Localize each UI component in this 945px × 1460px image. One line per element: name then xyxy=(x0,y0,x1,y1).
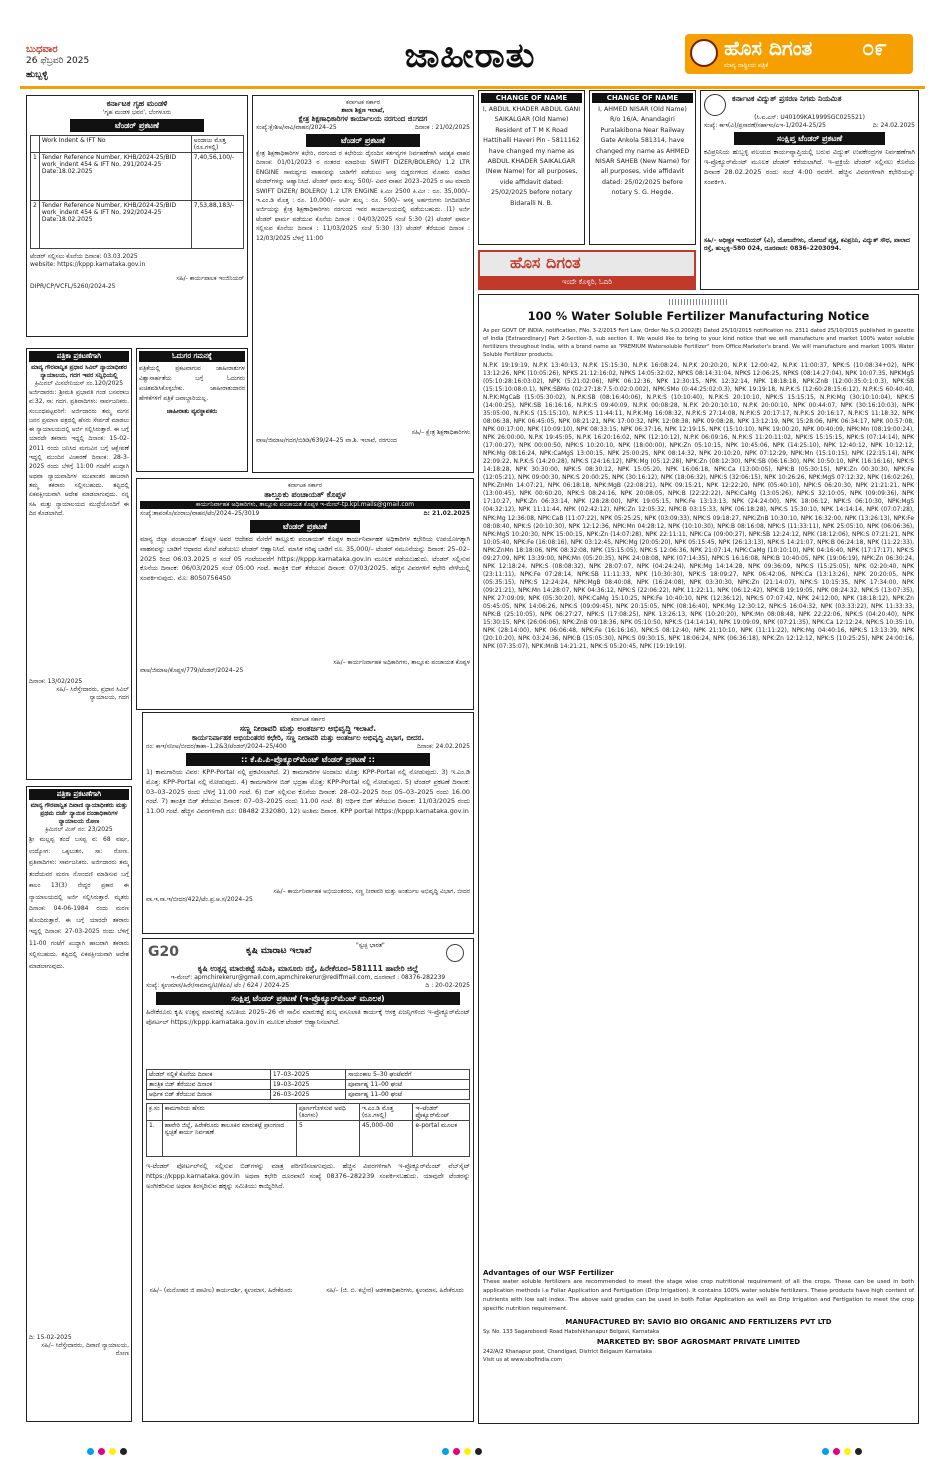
table-cell: e-portal ಮೂಲಕ xyxy=(413,1121,470,1157)
court2-body: ಶ್ರೀ ಮಲ್ಲಪ್ಪ ತಂದೆ ಬಸಪ್ಪ ವ: 68 ವರ್ಷ, ಉದ್ಯೋಗ: ಒಕ್ಕಲುತನ, ಸಾ: ರೋಣ. ಪ್ರತಿವಾದಿಗಳು: ಸಾರ್ವಜನಿಕರು. ಅರ್ಜಿದಾರರು ತಮ್ಮ ತಂದೆಯವರ ಮರಣ ನೋಂದಣಿ ಮಾಡಿಸುವ ಬಗ್ಗೆ ಕಾಲಂ 13(3) ನೇದ್ದರ ಪ್ರಕಾರ ಈ ನ್ಯಾಯಾಲಯದಲ್ಲಿ ಅರ್ಜಿ ಸಲ್ಲಿಸಿರುತ್ತಾರೆ. ಮೃತರು ದಿನಾಂಕ: 04-06-1984 ರಂದು ಮರಣ ಹೊಂದಿರುತ್ತಾರೆ. ಈ ಬಗ್ಗೆ ಯಾರದೇ ತಕರಾರು ಇದ್ದಲ್ಲಿ ದಿನಾಂಕ: 27-03-2025 ರಂದು ಬೆಳಿಗ್ಗೆ 11-00 ಗಂಟೆಗೆ ಖುದ್ದಾಗಿ ಹಾಜರಾಗಿ ತಕರಾರು ಸಲ್ಲಿಸಬಹುದು. ತಪ್ಪಿದಲ್ಲಿ ಏಕಪಕ್ಷೀಯವಾಗಿ ಆದೇಶ ಮಾಡಲಾಗುವುದು. xyxy=(29,836,129,970)
edu-foot: ವಾಅ/ಜಿಮಾಅ/ಗದಗ/ಬಿಡಿಡಿ/639/24–25 ವಾ.ಶಿ. ಇಲಾಖೆ, ನರಗುಂದ xyxy=(256,437,397,444)
table-cell: 17–03–2025 xyxy=(270,1070,345,1080)
mi-office: ಕಾರ್ಯನಿರ್ವಾಹಕ ಅಭಿಯಂತರರ ಕಛೇರಿ, ಸಣ್ಣ ನೀರಾವರಿ ಮತ್ತು ಅಂತರ್ಜಲ ಅಭಿವೃದ್ಧಿ ವಿಭಾಗ, ಬೀದರ. xyxy=(192,734,424,742)
registration-marks-center xyxy=(440,1440,484,1459)
fert-mfg-addr: Sy. No. 133 Sagarebeedi Road Habshikhanapur Belgavi, Karnataka xyxy=(483,1328,660,1335)
court1-body: ಅರ್ಜಿದಾರರು: ಶ್ರೀಮತಿ ಪ್ರಭಾವತಿ ಗಂಡ ಬಸವರಾಜ ವ:32, ಸಾ: ಗದಗ. ಪ್ರತಿವಾದಿಗಳು: ಸಾರ್ವಜನಿಕರು. ಸಂಬಂಧಪಟ್ಟವರಿಗೆ: ಅರ್ಜಿದಾರರು ತಮ್ಮ ಮಗನ ಜನನ ಪ್ರಮಾಣ ಪತ್ರದಲ್ಲಿ ಹೆಸರು ಸೇರ್ಪಡೆ ಮಾಡಲು ಈ ನ್ಯಾಯಾಲಯದಲ್ಲಿ ಅರ್ಜಿ ಸಲ್ಲಿಸಿರುತ್ತಾರೆ. ಈ ಬಗ್ಗೆ ಯಾರದೇ ತಕರಾರು ಇದ್ದಲ್ಲಿ ದಿನಾಂಕ: 15-02-2011 ರಂದು ಜನಿಸಿದ ಮಗುವಿನ ಬಗ್ಗೆ ಆಕ್ಷೇಪಣೆ ಇದ್ದಲ್ಲಿ ಮುಂದಿನ ವಿಚಾರಣೆ ದಿನಾಂಕ: 28-3-2025 ರಂದು ಬೆಳಿಗ್ಗೆ 11:00 ಗಂಟೆಗೆ ಖುದ್ದಾಗಿ ಅಥವಾ ನ್ಯಾಯವಾದಿಗಳ ಮುಖಾಂತರ ಹಾಜರಾಗಿ ತಮ್ಮ ತಕರಾರು ಸಲ್ಲಿಸಬಹುದು. ತಪ್ಪಿದಲ್ಲಿ ಏಕಪಕ್ಷೀಯವಾಗಿ ಆದೇಶ ಮಾಡಲಾಗುವುದು. ನನ್ನ ಸಹಿ ಮತ್ತು ನ್ಯಾಯಾಲಯದ ಮುದ್ರೆಯೊಂದಿಗೆ ಈ ದಿನ ಕೊಡಲಾಗಿದೆ. xyxy=(29,389,129,517)
fert-mkt-addr: 242/A/2 Khanapur post, Chandigad, District Belgaum Karnataka xyxy=(483,1348,652,1355)
dot-black xyxy=(120,1448,127,1455)
apmc-header-logos xyxy=(146,942,470,964)
dot-magenta xyxy=(98,1448,105,1455)
court1-court: ಮಾನ್ಯ ಗೌರವಾನ್ವಿತ ಪ್ರಧಾನ ಸಿವಿಲ್ ನ್ಯಾಯಾಧೀಶರ ನ್ಯಾಯಾಲಯ, ಗದಗ ಇವರ ಸನ್ನಿಧಿಯಲ್ಲಿ xyxy=(31,364,127,379)
tp-line: ಕಾರ್ಯನಿರ್ವಾಹಕ ಅಧಿಕಾರಿಗಳು, ತಾಲ್ಲೂಕು ಪಂಚಾಯತ ಕೊಪ್ಪಳ ಇ-ಮೇಲ್-tp.kpl.mails@gmail.com xyxy=(140,501,470,509)
dot-cyan xyxy=(87,1448,94,1455)
kptcl-heading: ಸಂಕ್ಷಿಪ್ತ ಟೆಂಡರ್ ಪ್ರಕಟಣೆ xyxy=(734,132,885,145)
panchayat-notice xyxy=(136,478,474,710)
tp-office: ತಾಲ್ಲೂಕು ಪಂಚಾಯತ್ ಕೊಪ್ಪಳ xyxy=(264,490,346,499)
name-change-1 xyxy=(478,90,585,245)
paper-ad xyxy=(478,250,696,290)
housing-board-notice xyxy=(26,95,248,337)
court-notice-1 xyxy=(26,348,132,780)
name1-title: CHANGE OF NAME xyxy=(481,93,582,103)
irrigation-notice xyxy=(142,712,474,934)
table-cell: ಆರ್ಥಿಕ ಬಿಡ್ ತೆರೆಯುವ ದಿನಾಂಕ xyxy=(147,1090,271,1100)
kptcl-sign: ಸಹಿ/– ಅಧೀಕ್ಷಕ ಇಂಜಿನಿಯರ್ (ವಿ), ಯೋಜನೆಗಳು, ಯೋಜನೆ ವೃತ್ತ, ಕವಿಪ್ರನಿನಿ, ವಿದ್ಯುತ್ ಸೌಧ, ಪಾಲಾದ ರಸ್ತೆ, ಹುಬ್ಬಳ್ಳಿ–580 024, ದೂರವಾಣಿ: 0836–2203094. xyxy=(704,237,910,252)
kptcl-notice xyxy=(700,90,919,290)
dot-black xyxy=(855,1448,862,1455)
kptcl-logo-icon xyxy=(704,94,726,116)
edu-office: ಕ್ಷೇತ್ರ ಶಿಕ್ಷಣಾಧಿಕಾರಿಗಳ ಕಾರ್ಯಾಲಯ ನರಗುಂದ ಜಿ:ಗದಗ xyxy=(298,115,428,123)
court2-court: ಮಾನ್ಯ ಗೌರವಾನ್ವಿತ ದಿವಾಣಿ ನ್ಯಾಯಾಧೀಶರು ಮತ್ತು ಪ್ರಥಮ ದರ್ಜೆ ನ್ಯಾಯಿಕ ದಂಡಾಧಿಕಾರಿಗಳ ನ್ಯಾಯಾಲಯ ರೋಣ xyxy=(30,802,128,825)
table-cell: ಟೆಂಡರ್ ಸಲ್ಲಿಕೆ ಕೊನೆಯ ದಿನಾಂಕ xyxy=(147,1070,271,1080)
table-cell: ತಾಂತ್ರಿಕ ಬಿಡ್ ತೆರೆಯುವ ದಿನಾಂಕ xyxy=(147,1080,271,1090)
table-cell: ಹಾವೇರಿ ಜಿಲ್ಲೆ, ಹಿರೇಕೆರೂರು ತಾಲೂಕಿನ ಮಾರುಕಟ್ಟೆ ಪ್ರಾಂಗಣದ ಸ್ವಚ್ಛತೆ ಕಾರ್ಯ ನಿರ್ವಹಣೆ xyxy=(162,1121,296,1157)
apmc-committee: ಕೃಷಿ ಉತ್ಪನ್ನ ಮಾರುಕಟ್ಟೆ ಸಮಿತಿ, ಮಾಸೂರು ರಸ್ತೆ, ಹಿರೇಕೆರೂರ–581111 ಹಾವೇರಿ ಜಿಲ್ಲೆ xyxy=(197,964,419,973)
apmc-dates-table xyxy=(146,1069,470,1100)
table-cell: ಪೂರ್ವಾಹ್ನ 11–00 ಘಂಟೆ xyxy=(346,1090,470,1100)
tp-date: ದಿ: 21.02.2025 xyxy=(423,510,470,517)
edu-date: ದಿನಾಂಕ : 21/02/2025 xyxy=(414,124,470,131)
tp-title: ಟೆಂಡರ್ ಪ್ರಕಟಣೆ xyxy=(250,520,360,533)
housing-table xyxy=(30,135,244,249)
housing-web: website: https://kppp.karnataka.gov.in xyxy=(30,261,146,268)
kptcl-date: ದಿ: 24.02.2025 xyxy=(872,122,915,129)
edu-ref xyxy=(256,124,470,132)
table-cell: ಪೂರ್ವಾಹ್ನ 11–00 ಘಂಟೆ xyxy=(346,1080,470,1090)
edu-title: ಟೆಂಡರ್ ಪ್ರಕಟಣೆ xyxy=(306,134,420,147)
fert-list: N.P.K 19:19:19, N.P.K 13:40:13, N.P.K 15:15:30, N.P.K 16:08:24, N.P.K 20:20:20, N.P.K 12:00:42, N.P.K 11:00:37, NPK:S (10:08:34+02), NPK 13:12:26, NPK (10:05:26), NPKS 21:12:16:02, NPKS 14:05:32:02, NPKS 08:14:31:04, NPKS 12:06:25, NPKS (08:14:27:04), NPK 10:07:35, NPKMgS (05:10:28:16:03:02), NPK (5:21:02:06), NPK 06:12:36, NPK 12:30:15, NPK 12:32:14, NPK 18:18:18, NPK:ZnB (12:00:35:0:1:0.3), NPK:SB (15:15:10:08:0.1), NPK:SBMo (02:27:18:7.5:0.02:0.002), NPK:SMo (0:44:25:02:0.3), NPK 19:19:18, N.P.K:S (12:60:28:15:6:12), N.P.K:S 60:40:40, N.P.K:MgCaB (15:05:30:02), N.P.K:SB (08:16:40:06), N.P.K:S (10:10:40), N.P.K:S 20:10:10, NPK:S 15:15:15, N.P.K:Mg (30:10:10:04), NPK:S (14:00:25), NPK:SB 16:16:16, N.P.K:S 09:40:09, N.P.K 00:08:28, N.P.K 20:20:10:10, N.P.K 20:00:10, NPK 00:44:07, NPK (30:16:10:03), NPK 35:05:00, N.P.K:S (15:15:10), N.P.K:S 11:44:11, N.P.K:Mg 16:08:32, N.P.K:S 27:14:08, N.P.K:S 20:17:17, N.P.K:S 20:16:17, N.P.K:S 11:18:32, NPK 08:06:38, NPK 06:45:05, NPK 08:21:21, NPK 17:00:32, NPK 12:08:38, NPK 09:08:28, NPK 13:12:19, NPK 15:28:06, NPK 06:34:17, NPK 00:57:08, NPK 00:17:00, NPK (10:09:10), NPK 08:33:15, NPK 06:37:16, NPK 12:19:15, NPK (15:10:10), NPK 19:00:20, NPK 00:40:09, NPK:Mn (08:19:00:24), NPK 26:00:00, N.P.K 19:45:05, N.P.K 16:20:16:02, NPK (12:10:12), N.P.K 06:09:16, N.P.K:S 11:20:11:02, NPK:S 15:15:15, NPK:S (07:14:14), NPK (17:00:27), NPK 00:00:50, NPK:S 10:20:10, NPK (18:00:00), NPK:Zn 05:10:15, NPK 10:45:06, NPK (14:25:10), NPK 12:40:12, NPK 10:12:12, NPK:Mg 08:16:24, NPK:CaMgS 13:00:15, NPK 25:00:25, NPK 08:14:32, NPK 20:10:20, NPK 07:12:29, NPK:Mn (15:10:15), NPK (22:15:14), NPK 22:09:22, N.P.K:S (14:20:28), NPK:S (24:16:12), NPK:Mg (05:12:28), NPK:Zn (08:12:30), NPK:SB (06:16:30), NPK 10:50:10, NPK (16:16:16), NPK:S 14:18:28, NPK 30:30:00, NPK:S 08:30:12, NPK 15:05:20, NPK 16:06:18, NPK:Ca (13:00:05), NPK:B (05:30:15), NPK:Zn 00:30:30, NPK:Fe (12:05:21), NPK 09:00:30, NPK:S 20:00:25, NPK (30:16:12), NPK (18:06:32), NPK:S (32:06:15), NPK 10:26:26, NPK:MgS 07:12:32, NPK (16:02:26), NPK:ZnMn 14:07:21, NPK 06:18:18, NPK:MgB (22:08:21), NPK 09:15:21, NPK 12:22:20, NPK (05:40:10), NPK:S 06:20:30, NPK 21:21:21, NPK (13:00:45), NPK 00:60:20, NPK:S 08:24:16, NPK 20:08:05, NPK:B (22:22:22), NPK:CaMg (13:05:26), NPK:S 32:10:05, NPK (09:09:36), NPK 17:10:27, NPK:Zn 06:33:14, NPK (28:28:00), NPK 19:05:15, NPK:Fe 13:13:13, NPK (24:24:00), NPK 18:06:12, NPK:S 06:10:30, NPK:MgS (04:32:12), NPK 11:11:44, NPK (02:42:12), NPK:Zn 12:05:32, NPK:B 03:15:33, NPK (06:18:28), NPK:S 15:30:10, NPK 14:14:14, NPK (07:07:28), NPK:Mg 12:36:08, NPK:CaB (11:07:22), NPK 05:25:25, NPK (03:09:33), NPK:S 09:18:27, NPK:ZnB 10:30:10, NPK 16:32:00, NPK (13:26:13), NPK:Fe 08:08:40, NPK:S (20:10:30), NPK 12:12:36, NPK:Mn 04:28:12, NPK (10:10:30), NPK:B 08:16:08, NPK:S (11:33:11), NPK 25:05:10, NPK (06:06:36), NPK:MgS 10:20:30, NPK 15:00:15, NPK:Zn (14:07:28), NPK 22:11:11, NPK:Ca (09:00:27), NPK:SB 12:24:12, NPK (18:12:06), NPK:S 07:21:21, NPK 10:05:40, NPK:Fe (16:08:16), NPK 03:12:45, NPK:Mg (20:05:20), NPK 05:15:45, NPK (26:13:13), NPK:S 14:21:07, NPK:B 06:24:18, NPK (11:22:33), NPK:ZnMn 18:18:06, NPK 08:32:08, NPK (15:15:05), NPK:S 12:06:36, NPK 21:07:14, NPK:CaMg (10:10:10), NPK 04:16:40, NPK (17:17:17), NPK:S 09:27:09, NPK 13:39:00, NPK:Mn (05:20:35), NPK 24:08:08, NPK (07:14:35), NPK:S 16:16:08, NPK:B 10:40:05, NPK (19:06:19), NPK:Zn 06:30:24, NPK 12:18:24, NPK:S (08:08:32), NPK 28:07:07, NPK (04:24:24), NPK:Mg 14:14:28, NPK 09:36:09, NPK:S (15:25:05), NPK 02:20:40, NPK (23:11:11), NPK:Fe 07:28:14, NPK:SB 11:11:33, NPK (10:30:30), NPK:S 18:09:27, NPK 06:42:06, NPK:Ca (13:13:26), NPK 20:20:05, NPK (05:35:15), NPK:S 12:24:24, NPK:MgB 08:40:08, NPK (16:24:08), NPK 03:30:30, NPK:Zn (21:14:07), NPK:S 10:15:35, NPK 17:34:00, NPK (09:21:21), NPK:Mn 14:28:07, NPK 04:36:12, NPK:S (22:06:22), NPK 11:22:11, NPK (06:12:42), NPK:B 19:19:05, NPK 08:24:32, NPK:S (13:07:35), NPK 27:09:09, NPK (05:30:20), NPK:CaMg 15:10:25, NPK:Fe 10:40:10, NPK (12:36:12), NPK:S 07:07:42, NPK 24:12:00, NPK (18:18:12), NPK:Zn 05:45:05, NPK 14:06:26, NPK:S (09:09:45), NPK 20:15:05, NPK (08:16:40), NPK:Mg 12:30:12, NPK:S 16:04:32, NPK (03:33:22), NPK 11:33:33, NPK:B (25:10:05), NPK 06:27:27, NPK:S (17:08:25), NPK 13:26:13, NPK (10:20:20), NPK:Mn 08:08:48, NPK 22:22:06, NPK:S (04:20:40), NPK 15:30:15, NPK (26:06:06), NPK:ZnB 09:18:36, NPK 05:10:50, NPK:S (14:14:14), NPK 19:09:09, NPK (07:21:35), NPK:Ca 12:12:24, NPK:S 10:35:10, NPK (28:14:00), NPK 06:06:48, NPK:Fe (16:16:16), NPK:S 08:12:40, NPK 21:10:10, NPK (11:11:22), NPK:Mg 04:40:16, NPK:S 13:13:39, NPK (20:10:20), NPK 03:24:36, NPK:B (15:05:30), NPK:S 09:30:15, NPK 18:06:24, NPK (06:36:18), NPK:Zn 12:12:12, NPK:S (10:25:25), NPK 24:00:16, NPK (07:35:07), NPK:MnB 14:21:21, NPK:S 05:20:45, NPK (19:19:19). xyxy=(483,362,914,651)
apmc-swachh: "ಸ್ವಚ್ಛ ಭಾರತ" xyxy=(356,942,385,949)
fert-adv: These water soluble fertilizers are recommended to meet the stage wise crop nutritional requirement of all the crops. These can be used in both application methods i.e Foliar Application and Fertigation (Drip Irrigation). It contains 100% water soluble fertilizers. These products have high content of nutrients with low salt index. The above said grades can be used in both Foliar Application as well as Drip Irrigation and Fertigation to meet the crop specific nutrition requirement. xyxy=(483,1278,914,1312)
dot-yellow xyxy=(464,1448,471,1455)
row-amount: 7,53,88,183/- xyxy=(191,201,243,249)
apmc-note: ಇ-ಟೆಂಡರ್ ಪೋರ್ಟಲ್‌ನಲ್ಲಿ ಸಲ್ಲಿಸುವ ಬಿಡ್‌ಗಳನ್ನು ಮಾತ್ರ ಪರಿಗಣಿಸಲಾಗುವುದು. ಹೆಚ್ಚಿನ ವಿವರಗಳಿಗಾಗಿ ಇ-ಪ್ರೊಕ್ಯೂರ್‌ಮೆಂಟ್ ವೆಬ್‌ಸೈಟ್ https://kppp.karnataka.gov.in ಅಥವಾ ಕಛೇರಿ ದೂರವಾಣಿ ಸಂಖ್ಯೆ 08376–282239 ಸಂಪರ್ಕಿಸಬಹುದು. ಯಾವುದೇ ಟೆಂಡರನ್ನು ಅಂಗೀಕರಿಸುವ ಅಥವಾ ತಿರಸ್ಕರಿಸುವ ಹಕ್ಕನ್ನು ಸಮಿತಿಯು ಕಾಯ್ದಿರಿಸಿದೆ. xyxy=(146,1162,470,1190)
apmc-sign-secretary: ಸಹಿ/– (ಮನೋಹರ ಜಿ ಪಾಟೀಲ) ಕಾರ್ಯದರ್ಶಿ, ಕೃಉಮಾಸ, ಹಿರೇಕೆರೂರು xyxy=(149,1287,293,1294)
court1-date: ದಿನಾಂಕ: 13/02/2025 xyxy=(29,678,83,685)
fert-mkt: MARKETED BY: SBOF AGROSMART PRIVATE LIMITED xyxy=(596,1337,801,1346)
kptcl-title: ಕರ್ನಾಟಕ ವಿದ್ಯುತ್ ಪ್ರಸರಣ ನಿಗಮ ನಿಯಮಿತ xyxy=(732,94,842,103)
court1-sign: ಸಹಿ/– ಸಿರೆಸ್ತೇದಾರರು, ಪ್ರಧಾನ ಸಿವಿಲ್ ನ್ಯಾಯಾಲಯ, ಗದಗ xyxy=(56,686,129,701)
row-work: Tender Reference Number, KHB/2024-25/BID work_indent 454 & IFT No. 291/2024-25 Date:18.02.2025 xyxy=(39,153,191,201)
row-sl: 1 xyxy=(31,153,40,201)
col-sl: ಕ್ರ.ಸಂ xyxy=(147,1104,163,1121)
court1-label: ಪತ್ರಿಕಾ ಪ್ರಕಟಣೆಗಾಗಿ xyxy=(29,351,129,362)
apmc-notice xyxy=(142,938,474,1422)
housing-ref: DIPR/CP/VCFL/5260/2024-25 xyxy=(30,283,116,290)
dot-magenta xyxy=(453,1448,460,1455)
apmc-sign-admin: ಸಹಿ/– (ಜಿ. ಬಿ. ಕಬ್ಬೇರ) ಆಡಳಿತಾಧಿಕಾರಿಗಳು, ಕೃಉಮಾಸ, ಹಿರೇಕೆರೂರು xyxy=(326,1287,464,1294)
housing-org: ಕರ್ನಾಟಕ ಗೃಹ ಮಂಡಳಿ xyxy=(106,99,168,108)
housing-sign: ಸಹಿ/- ಕಾರ್ಯಪಾಲಕ ಇಂಜಿನಿಯರ್ xyxy=(176,275,244,282)
fert-barcode xyxy=(669,299,729,305)
mi-date: ದಿನಾಂಕ: 24.02.2025 xyxy=(417,743,470,750)
readers-title: ಓದುಗರ ಗಮನಕ್ಕೆ xyxy=(139,351,245,362)
name-change-2 xyxy=(589,90,696,245)
table-cell: ಸಾಯಂಕಾಲ 5–30 ಘಂಟೆವರೆಗೆ xyxy=(346,1070,470,1080)
table-header xyxy=(147,1104,470,1121)
readers-notice xyxy=(136,348,248,472)
housing-date: ಟೆಂಡರ್ ಸಲ್ಲಿಸಲು ಕೊನೆಯ ದಿನಾಂಕ: 03.03.2025 xyxy=(30,253,138,260)
table-cell: 1. xyxy=(147,1121,163,1157)
apmc-work-table xyxy=(146,1103,470,1157)
housing-addr: 'ಗೃಹ ಮಂಡಳಿ ಭವನ', ಬೆಂಗಳೂರು xyxy=(102,109,172,116)
header-date: 26 ಫೆಬ್ರವರಿ 2025 xyxy=(26,56,90,66)
edu-body: ಕ್ಷೇತ್ರ ಶಿಕ್ಷಣಾಧಿಕಾರಿಗಳ ಕಛೇರಿ, ನರಗುಂದ ರ ಕಛೇರಿಯ ದೈನಂದಿನ ಕರ್ತವ್ಯಗಳ ನಿರ್ವಹಣೆಗಾಗಿ ಅವಶ್ಯಕ ವಾಹನ ದಿನಾಂಕ: 01/01/2023 ರ ನಂತರದ ಮಾದರಿಯ SWIFT DIZER/BOLERO/ 1.2 LTR ENGINE ಸಾಮರ್ಥ್ಯದ ವಾಹನವನ್ನು ಬಾಡಿಗೆಗೆ ಪಡೆಯಲು ಆಸಕ್ತ ಬಿಡ್ಡರುಗಳಿಂದ ಮೊಹರು ಮಾಡಿದ ಟೆಂಡರ್‌ಗಳನ್ನು ಆಹ್ವಾನಿಸಿದೆ. ಟೆಂಡರ್ ಫಾರಂ ಶುಲ್ಕ: 500/- ವಿವರ ವಾಹನ 2023–2025 ರ ಆಟ ಮಾದರಿ SWIFT DIZER/ BOLERO/ 1.2 LTR ENGINE ಕಿ.ಮೀ 2500 ಕಿ.ಮೀ : ರೂ. 35,000/– ಇ.ಎಂ.ಡಿ ಮೊತ್ತ : ರೂ. 10,000/– ಆರ್ಟಿ ಶುಲ್ಕ : ರೂ. 500/– ಆಸಕ್ತ ಅರ್ಹರುಗಳು ನಿಗದಿಪಡಿಸಿದ ಅರ್ಜಿಯನ್ನು ಕ್ಷೇತ್ರ ಶಿಕ್ಷಣಾಧಿಕಾರಿಗಳು ನರಗುಂದ ಇವರ ಕಾರ್ಯಾಲಯದಲ್ಲಿ ಪಡೆಯಬಹುದು. (1) ಅರ್ಜಿ ಟೆಂಡರ್ ಫಾರ್ಮ ಪಡೆಯುವ ಕೊನೆಯ ದಿನಾಂಕ : 04/03/2025 ಸಂಜೆ 5:30 (2) ಟೆಂಡರ್ ಫಾರ್ಮ ಸಲ್ಲಿಸುವ ಕೊನೆಯ ದಿನಾಂಕ : 11/03/2025 ಸಂಜೆ 5:30 (3) ಟೆಂಡರ್ ತೆರೆಯುವ ದಿನಾಂಕ : 12/03/2025 ಬೆಳಿಗ್ಗೆ 11:00 xyxy=(256,150,470,242)
name2-body: I, AHMED NISAR (Old Name) R/o 16/A, Anandagiri Puralakibona Near Railway Gate Ankola 581314, have changed my name as AHMED NISAR SAHEB (New Name) for all purposes, vide affidavit dated: 25/02/2025 before notary S. G. Hegde. xyxy=(595,106,690,197)
tp-foot: ವಾಅ/ಜಿಮಾಅ/ಕೊಪ್ಪಳ/779/ಟೆಂಡರ್/2024–25 xyxy=(140,667,244,674)
row-work: Tender Reference Number, KHB/2024-25/BID work_indent 454 & IFT No. 292/2024-25 Date:18.02.2025 xyxy=(39,201,191,249)
ad-paper: ಹೊಸ ದಿಗಂತ xyxy=(510,253,581,272)
court2-case: ಕ್ರಿಮಿನಲ್ ಮಿಸ್ ನಂ: 23/2025 xyxy=(45,826,113,833)
col-amount: ಅಂದಾಜು ಮೊತ್ತ (ರೂ.ಗಳಲ್ಲಿ) xyxy=(191,136,243,153)
dot-magenta xyxy=(833,1448,840,1455)
table-cell: 26–03–2025 xyxy=(270,1090,345,1100)
fertilizer-notice xyxy=(478,294,919,1424)
apmc-title: ಸಂಕ್ಷಿಪ್ತ ಟೆಂಡರ್ ಪ್ರಕಟಣೆ (ಇ-ಪ್ರೊಕ್ಯೂರ್‌ಮೆಂಟ್ ಮೂಲಕ) xyxy=(156,992,460,1005)
dot-yellow xyxy=(844,1448,851,1455)
col-work: ಕಾಮಗಾರಿಯ ಹೆಸರು xyxy=(162,1104,296,1121)
kptcl-body: ಕವಿಪ್ರನಿನಿಯ ಹುಬ್ಬಳ್ಳಿ ವಲಯದ ಕಾರ್ಯವ್ಯಾಪ್ತಿಯಲ್ಲಿ ಬರುವ ವಿದ್ಯುತ್ ಉಪಕೇಂದ್ರಗಳ ನಿರ್ವಹಣೆಗಾಗಿ ಇ-ಪ್ರೊಕ್ಯೂರ್‌ಮೆಂಟ್ ಮೂಲಕ ಟೆಂಡರ್ ಕರೆಯಲಾಗಿದೆ. ಇ–ಪ್ರಕ್ರಿಯೆ ಟೆಂಡರ್ ಸಲ್ಲಿಸಲು ಕೊನೆಯ ದಿನಾಂಕ 28.02.2025 ರಂದು ಸಂಜೆ 4:00 ರವರೆಗೆ. ಹೆಚ್ಚಿನ ವಿವರಗಳಿಗಾಗಿ ಕಛೇರಿಯನ್ನು ಸಂಪರ್ಕಿಸಿ. xyxy=(704,148,915,186)
masthead-logo-icon xyxy=(690,39,718,67)
table-row xyxy=(147,1070,470,1080)
header xyxy=(20,38,925,92)
kptcl-ref-no: ಸಂಖ್ಯೆ: ಕಾಇ(ವಿ)/ಪ್ರಸಾರಣೆ/ಸಹಾಇಂ/ಎಇ-1/2024-25/25 xyxy=(704,122,827,129)
mi-sign: ಸಹಿ/– ಕಾರ್ಯನಿರ್ವಾಹಕ ಅಭಿಯಂತರರು, ಸಣ್ಣ ನೀರಾವರಿ ಮತ್ತು ಅಂತರ್ಜಲ ಅಭಿವೃದ್ಧಿ ವಿಭಾಗ, ಬೀದರ xyxy=(273,888,470,895)
fert-mfg: MANUFACTURED BY: SAVIO BIO ORGANIC AND FERTILIZERS PVT LTD xyxy=(565,1317,832,1326)
ad-sub: ಇಂದೇ ಕೊಳ್ಳಿರಿ, ಓದಿರಿ xyxy=(480,276,694,288)
fert-adv-title: Advantages of our WSF Fertilizer xyxy=(483,1268,614,1277)
apmc-date: ದಿ : 20-02-2025 xyxy=(425,982,470,989)
fert-intro: As per GOVT OF INDIA, notification, FNo. 3-2/2015 Fert Law, Order No.S.O.2002(E) Dated 25/10/2015 notification no. 2311 dated 25/10/2015 published in gazette of India [Extraordinary] Part 2-Section-3, sub section II. We would like to bring to your kind notice that we will manufacture and market 100% water soluble fertilizers throughout India, with a brand name as "PREMIUM Watersoluble Fertilizer" from Office:Marketer's brand. We will manufacture and market 100% Water Soluble Fertilizer products. xyxy=(483,328,914,359)
apmc-body: ಹಿರೇಕೆರೂರು ಕೃಷಿ ಉತ್ಪನ್ನ ಮಾರುಕಟ್ಟೆ ಸಮಿತಿಯ 2025–26 ನೇ ಸಾಲಿನ ಮಾರುಕಟ್ಟೆ ಶುಲ್ಕ ವಸೂಲಾತಿ ಕಾರ್ಯಕ್ಕೆ ಆಸಕ್ತ ಏಜನ್ಸಿಗಳಿಂದ ಇ-ಪ್ರೊಕ್ಯೂರ್‌ಮೆಂಟ್ ಪೋರ್ಟಲ್ https://kppp.karnataka.gov.in ಮೂಲಕ ಟೆಂಡರ್ ಆಹ್ವಾನಿಸಲಾಗಿದೆ. xyxy=(146,1008,470,1026)
tp-body: ಮಾನ್ಯ ಜಿಲ್ಲಾ ಪಂಚಾಯತ್ ಕೊಪ್ಪಳ ಅವರ ಆದೇಶದ ಮೇರೆಗೆ ತಾಲ್ಲೂಕು ಪಂಚಾಯತ್ ಕೊಪ್ಪಳ ಕಾರ್ಯನಿರ್ವಾಹಕ ಅಧಿಕಾರಿಗಳ ಕಛೇರಿಯ ಉಪಯೋಗಕ್ಕಾಗಿ ವಾಹನವನ್ನು ಬಾಡಿಗೆ ಆಧಾರದ ಮೇಲೆ ಪಡೆಯಲು ಟೆಂಡರ್ ಆಹ್ವಾನಿಸಿದೆ. ಮಾಸಿಕ ಗರಿಷ್ಠ ಬಾಡಿಗೆ ರೂ. 35,000/– ಟೆಂಡರ್ ನಮೂನೆಯನ್ನು ದಿನಾಂಕ: 25–02–2025 ರಿಂದ 06.03.2025 ರ ಸಂಜೆ 05 ಗಂಟೆಯವರೆಗೆ https://kppp.karnataka.gov.in ಮೂಲಕ ಪಡೆಯಬಹುದು. ಟೆಂಡರ್ ಸಲ್ಲಿಸುವ ಕೊನೆಯ ದಿನಾಂಕ: 06/03/2025 ಸಂಜೆ 05:00 ಗಂಟೆ. ತಾಂತ್ರಿಕ ಬಿಡ್ ತೆರೆಯುವ ದಿನಾಂಕ: 07/03/2025. ಹೆಚ್ಚಿನ ವಿವರಗಳಿಗೆ ಕಛೇರಿ ವೇಳೆಯಲ್ಲಿ ಸಂಪರ್ಕಿಸುವುದು. ಮೊ: 8050756450 xyxy=(140,535,470,583)
header-day: ಬುಧವಾರ xyxy=(26,44,58,55)
mi-ref-no: ನಂ: ಕಾಇ/ಸನೀಅ/ಬೀದರ/ತಾಶಾ–1,2&3/ಟೆಂಡರ್/2024–25/400 xyxy=(146,743,287,750)
col-mode: ಇ–ಟೆಂಡರ್ ಪ್ರೊಕ್ಯೂರ್‌ಮೆಂಟ್ xyxy=(413,1104,470,1121)
dot-cyan xyxy=(442,1448,449,1455)
dot-yellow xyxy=(109,1448,116,1455)
table-row xyxy=(147,1080,470,1090)
table-row xyxy=(147,1090,470,1100)
education-notice xyxy=(252,95,474,473)
masthead-paper: ಹೊಸ ದಿಗಂತ xyxy=(724,36,813,60)
header-section: ಜಾಹೀರಾತು xyxy=(404,36,536,76)
row-amount: 7,40,56,100/- xyxy=(191,153,243,201)
tp-ref-no: ಸಂಖ್ಯೆ:ತಾಪಂಕೊ/ಪಂರಾಜ/ವಾಹನ/ಟೆಂ/2024–25/3019 xyxy=(140,510,260,517)
col-emd: ಇ.ಎಂ.ಡಿ ಮೊತ್ತ (ರೂ.ಗಳಲ್ಲಿ) xyxy=(359,1104,413,1121)
court2-sign: ಸಹಿ/– ಸಿರೆಸ್ತೇದಾರರು, ದಿವಾಣಿ ನ್ಯಾಯಾಲಯ, ರೋಣ xyxy=(41,1342,129,1357)
edu-ref-no: ಸಂಖ್ಯೆ:ಕ್ಷೇಶಿಅ/ಸಾವಿ/ವಾಹನ/2024–25 xyxy=(256,124,337,131)
readers-sign: ಜಾಹೀರಾತು ವ್ಯವಸ್ಥಾಪಕರು xyxy=(166,408,218,415)
kptcl-ref xyxy=(704,122,915,130)
edu-sign: ಸಹಿ/– ಕ್ಷೇತ್ರ ಶಿಕ್ಷಣಾಧಿಕಾರಿಗಳು xyxy=(411,429,470,436)
tp-ref xyxy=(140,510,470,518)
g20-logo: G20 xyxy=(148,944,179,960)
apmc-ref xyxy=(146,982,470,990)
fert-web: Visit us at www.sbofindia.com xyxy=(483,1356,563,1363)
mi-body: 1) ಕಾಮಗಾರಿಯ ವಿವರ: KPP-Portal ನಲ್ಲಿ ಪ್ರಕಟಿಸಲಾಗಿದೆ. 2) ಕಾಮಗಾರಿಗಳ ಅಂದಾಜು ಮೊತ್ತ: KPP-Portal ನಲ್ಲಿ ನೋಡುವುದು. 3) ಇ.ಎಂ.ಡಿ ಮೊತ್ತ: KPP-Portal ನಲ್ಲಿ ನೋಡುವುದು. 4) ಕಾಮಗಾರಿಗಳ ಬಿಡ್ ಭದ್ರತಾ ಮೊತ್ತ: KPP-Portal ನಲ್ಲಿ ನೋಡುವುದು. 5) ಟೆಂಡರ್ ಪ್ರಕಟಣೆ ದಿನಾಂಕ: 03–03–2025 ರಂದು ಬೆಳಿಗ್ಗೆ 11.00 ಗಂಟೆ. 6) ಬಿಡ್ ಸಲ್ಲಿಸುವ ಕೊನೆಯ ದಿನಾಂಕ: 28–02–2025 ರಿಂದ 05–03–2025 ರಂದು 16.00 ಗಂಟೆ. 7) ತಾಂತ್ರಿಕ ಬಿಡ್ ತೆರೆಯುವ ದಿನಾಂಕ: 07–03–2025 ರಂದು 11.00 ಗಂಟೆ. 8) ಆರ್ಥಿಕ ಬಿಡ್ ತೆರೆಯುವ ದಿನಾಂಕ: 11/03/2025 ರಂದು 11.00 ಗಂಟೆ. ಹೆಚ್ಚಿನ ವಿವರಗಳಿಗಾಗಿ ದೂ: 08482 232080, 12) ಅಂತಿಮ ದಿನಾಂಕ. KPP portal https://kppp.karnataka.gov.in xyxy=(146,768,470,816)
court-notice-2 xyxy=(26,786,132,1422)
name2-title: CHANGE OF NAME xyxy=(592,93,693,103)
masthead-tagline: ಮಾನ್ಯ ರಾಷ್ಟ್ರೀಯ ಪತ್ರಿಕೆ xyxy=(724,62,769,69)
col-months: ಪೂರ್ಣಗೊಳಿಸುವ ಅವಧಿ (ತಿಂಗಳು) xyxy=(296,1104,359,1121)
housing-title: ಟೆಂಡರ್ ಪ್ರಕಟಣೆ xyxy=(70,119,204,132)
table-cell: 19–03–2025 xyxy=(270,1080,345,1090)
apmc-email: ಇ-ಮೇಲ್: apmchirekerur@gmail.com,apmchirekerur@rediffmail.com, ದೂರವಾಣಿ : 08376-282239 xyxy=(170,974,446,981)
kptcl-cin: (ಸಿ.ಐ.ಎನ್: U40109KA1999SGC025521) xyxy=(754,114,865,121)
dot-cyan xyxy=(822,1448,829,1455)
readers-body: ಪತ್ರಿಕೆಯಲ್ಲಿ ಪ್ರಕಟವಾಗುವ ಜಾಹೀರಾತುಗಳ ವಿಶ್ವಾಸಾರ್ಹತೆಯ ಬಗ್ಗೆ ಓದುಗರು ಖಚಿತಪಡಿಸಿಕೊಳ್ಳಬೇಕು. ಜಾಹೀರಾತುದಾರರ ಹೇಳಿಕೆಗಳಿಗೆ ಪತ್ರಿಕೆ ಜವಾಬ್ದಾರಿಯಲ್ಲ. xyxy=(139,365,245,402)
tp-sign: ಸಹಿ/– ಕಾರ್ಯನಿರ್ವಾಹಕ ಅಧಿಕಾರಿಗಳು, ತಾಲ್ಲೂಕು ಪಂಚಾಯತ ಕೊಪ್ಪಳ xyxy=(333,659,470,666)
court1-case: ಕ್ರಿಮಿನಲ್ ಮಿಸಲೇನಿಯಸ್ ನಂ.120/2025 xyxy=(34,380,124,387)
table-cell: 45,000–00 xyxy=(359,1121,413,1157)
header-city: ಹುಬ್ಬಳ್ಳಿ xyxy=(26,70,48,80)
apmc-ref-no: ಸಂಖ್ಯೆ: ಕೃಉಮಾಸ/ಹಿರೇ/ಸಾಮಾನ್ಯ/ಟಿ/ಕೆಪಿಪಿ/ ಟೆಂ / 624 / 2024-25 xyxy=(146,982,290,989)
row-sl: 2 xyxy=(31,201,40,249)
page-number: ೦೯ xyxy=(862,36,887,61)
mi-ref xyxy=(146,743,470,751)
court2-label: ಪತ್ರಿಕಾ ಪ್ರಕಟಣೆಗಾಗಿ xyxy=(29,789,129,800)
edu-dept: ಶಾಲಾ ಶಿಕ್ಷಣ ಇಲಾಖೆ, xyxy=(341,107,385,114)
col-work: Work Indent & IFT No xyxy=(39,136,191,153)
table-cell: 5 xyxy=(296,1121,359,1157)
apmc-dept: ಕೃಷಿ ಮಾರಾಟ ಇಲಾಖೆ xyxy=(246,946,312,956)
edu-govt: ಕರ್ನಾಟಕ ಸರ್ಕಾರ xyxy=(345,99,381,106)
registration-marks-left xyxy=(85,1440,129,1459)
apmc-emblem-icon xyxy=(446,944,464,962)
fert-title: 100 % Water Soluble Fertilizer Manufacturing Notice xyxy=(527,309,870,323)
mi-title: :: ಕೆ.ಪಿ.ಪಿ-ಪ್ರೊಕ್ಯೂರ್‌ಮೆಂಟ್ ಟೆಂಡರ್ ಪ್ರಕಟಣೆ :: xyxy=(186,753,430,766)
court2-date: ದಿ: 15-02-2025 xyxy=(29,1334,72,1341)
mi-foot: ವಾ.ಇ.ಸಾ.ಇ/ಬೀದರ/422/ಟೆಂ.ಪ್ರ.ಆ.ಸ/2024–25 xyxy=(146,896,253,903)
header-rule xyxy=(20,86,925,89)
dot-black xyxy=(475,1448,482,1455)
apmc-signatures xyxy=(146,1287,470,1295)
name1-body: I, ABDUL KHADER ABDUL GANI SAIKALGAR (Old Name) Resident of T M K Road Hattihalli Haveri Pin - 5811162 have changed my name as ABDUL KHADER SAIKALGAR (New Name) for all purposes, vide affidavit dated: 25/02/2025 before notary Bidaralli N. B. xyxy=(482,106,581,207)
tp-govt: ಕರ್ನಾಟಕ ಸರ್ಕಾರ xyxy=(287,482,323,489)
mi-govt: ಕರ್ನಾಟಕ ಸರ್ಕಾರ xyxy=(290,716,326,723)
registration-marks-right xyxy=(820,1440,864,1459)
mi-dept: ಸಣ್ಣ ನೀರಾವರಿ ಮತ್ತು ಅಂತರ್ಜಲ ಅಭಿವೃದ್ಧಿ ಇಲಾಖೆ. xyxy=(239,724,377,733)
table-row xyxy=(147,1121,470,1157)
